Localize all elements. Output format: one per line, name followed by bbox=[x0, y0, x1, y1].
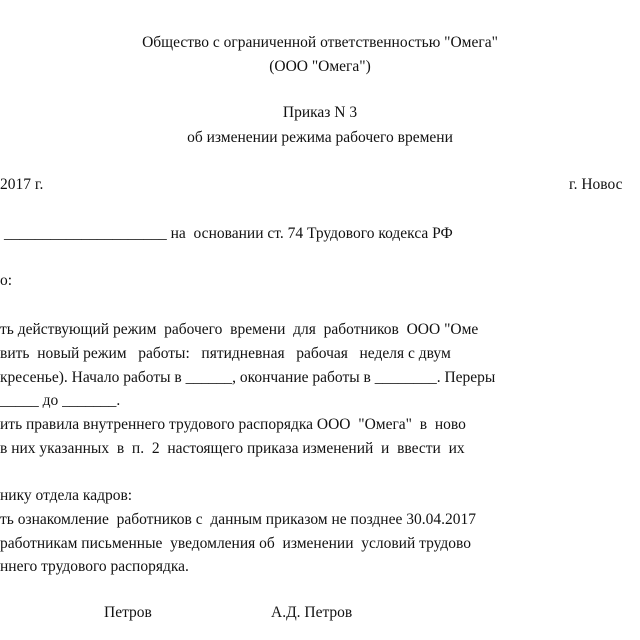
body-line-9: ть ознакомление работников с данным приказом не позднее 30.04.2017 bbox=[0, 511, 476, 528]
body-line-4: _____ до _______. bbox=[0, 392, 121, 409]
body-line-3: кресенье). Начало работы в ______, окончание работы в ________. Переры bbox=[0, 369, 496, 386]
signature-name-full: А.Д. Петров bbox=[271, 604, 353, 621]
signature-name-short: Петров bbox=[104, 604, 152, 621]
order-subtitle: об изменении режима рабочего времени bbox=[187, 129, 453, 146]
order-basis: _____________________ на основании ст. 74 Трудового кодекса РФ bbox=[4, 225, 453, 242]
body-line-5: ить правила внутреннего трудового распорядка ООО "Омега" в ново bbox=[0, 416, 466, 433]
body-line-2: вить новый режим работы: пятидневная рабочая неделя с двум bbox=[0, 345, 451, 362]
body-line-10: работникам письменные уведомления об изменении условий трудово bbox=[0, 535, 472, 552]
body-line-8: нику отдела кадров: bbox=[0, 487, 133, 504]
organization-short-name: (ООО "Омега") bbox=[269, 58, 371, 75]
body-line-6: в них указанных в п. 2 настоящего приказа изменений и ввести их bbox=[0, 440, 465, 457]
body-line-11: ннего трудового распорядка. bbox=[0, 558, 189, 575]
order-date: 2017 г. bbox=[0, 176, 44, 193]
order-city: г. Новос bbox=[569, 176, 623, 193]
body-line-1: ть действующий режим рабочего времени для работников ООО "Оме bbox=[0, 321, 479, 338]
decree-word: о: bbox=[0, 272, 13, 289]
organization-name: Общество с ограниченной ответственностью "Омега" bbox=[142, 34, 498, 51]
order-title: Приказ N 3 bbox=[282, 104, 358, 121]
